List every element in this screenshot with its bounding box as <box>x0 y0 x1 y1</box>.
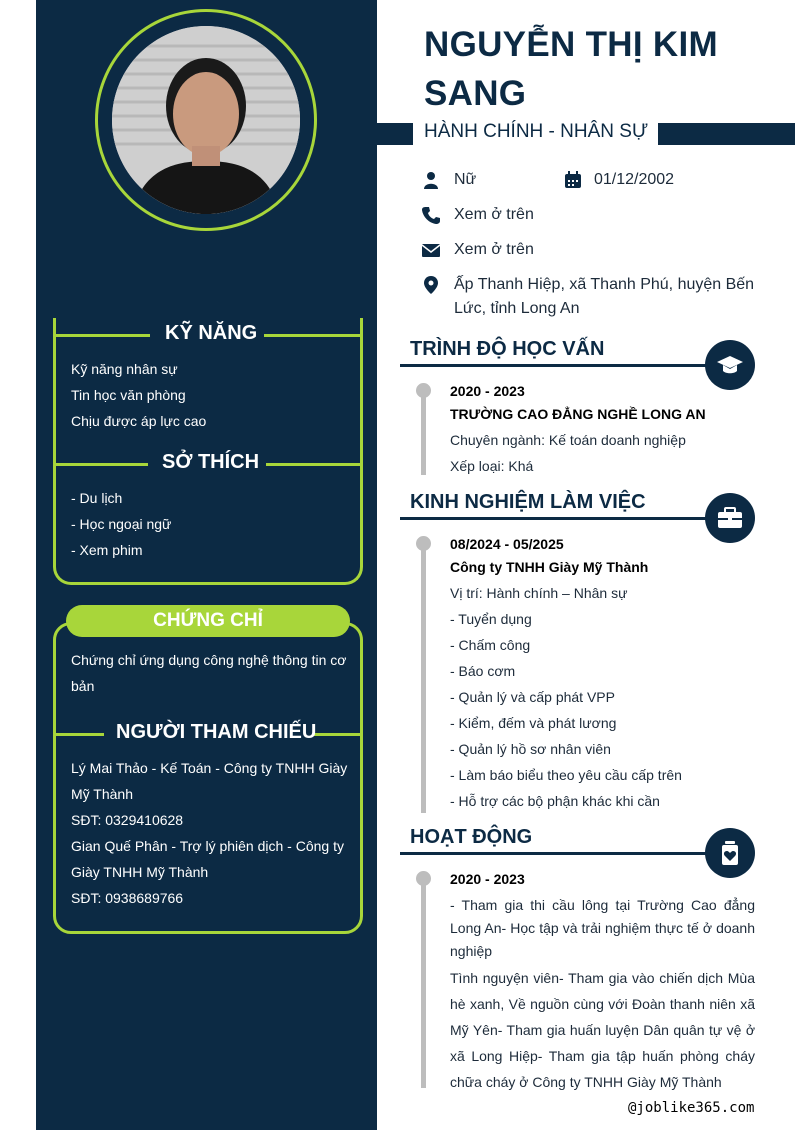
divider <box>266 463 360 466</box>
skills-title: KỸ NĂNG <box>153 322 263 345</box>
timeline-dot <box>416 871 431 886</box>
hobby-item: - Học ngoại ngữ <box>71 516 172 532</box>
school-name: TRƯỜNG CAO ĐẲNG NGHỀ LONG AN <box>450 406 706 422</box>
education-title: TRÌNH ĐỘ HỌC VẤN <box>410 338 605 360</box>
grade: Xếp loại: Khá <box>450 458 534 474</box>
activity-paragraph: - Tham gia thi cầu lông tại Trường Cao đẳng Long An- Học tập và trải nghiệm thực tế ở doanh nghiệp <box>450 897 755 959</box>
phone-icon <box>422 206 440 224</box>
calendar-icon <box>564 171 582 189</box>
skill-item: Chịu được áp lực cao <box>71 413 207 429</box>
hobbies-title: SỞ THÍCH <box>150 451 266 474</box>
address: Ấp Thanh Hiệp, xã Thanh Phú, huyện Bến Lức, tỉnh Long An <box>454 276 755 317</box>
education-period: 2020 - 2023 <box>450 383 525 399</box>
divider <box>53 334 150 337</box>
divider <box>313 733 360 736</box>
certificates-title: CHỨNG CHỈ <box>66 605 350 637</box>
experience-line: - Làm báo biểu theo yêu cầu cấp trên <box>450 767 682 783</box>
gender: Nữ <box>454 171 477 188</box>
reference-line: Lý Mai Thảo - Kế Toán - Công ty TNHH Giày <box>71 760 348 776</box>
timeline-bar <box>421 878 426 1088</box>
certificate-text: Chứng chỉ ứng dụng công nghệ thông tin cơ bản <box>71 652 347 694</box>
timeline-dot <box>416 536 431 551</box>
skill-item: Kỹ năng nhân sự <box>71 361 178 377</box>
experience-line: - Chấm công <box>450 637 531 653</box>
experience-title: KINH NGHIỆM LÀM VIỆC <box>410 491 646 513</box>
skills-list <box>71 356 206 434</box>
reference-line: Mỹ Thành <box>71 786 133 802</box>
activities-entry <box>450 866 755 1095</box>
divider <box>400 517 730 520</box>
briefcase-icon <box>705 493 755 543</box>
experience-line: - Hỗ trợ các bộ phận khác khi cần <box>450 793 660 809</box>
divider <box>56 463 148 466</box>
divider <box>264 334 363 337</box>
birthdate: 01/12/2002 <box>594 171 675 188</box>
graduation-cap-icon <box>705 340 755 390</box>
reference-line: SĐT: 0329410628 <box>71 812 184 828</box>
major: Chuyên ngành: Kế toán doanh nghiệp <box>450 432 686 448</box>
divider <box>400 364 730 367</box>
experience-line: - Quản lý hồ sơ nhân viên <box>450 741 611 757</box>
experience-line: - Kiểm, đếm và phát lương <box>450 715 617 731</box>
divider <box>400 852 730 855</box>
timeline-bar <box>421 390 426 475</box>
education-entry <box>450 378 706 479</box>
reference-line: Gian Quế Phân - Trợ lý phiên dịch - Công ty <box>71 838 344 854</box>
activities-title: HOẠT ĐỘNG <box>410 826 533 848</box>
email-icon <box>422 241 440 259</box>
activities-period: 2020 - 2023 <box>450 871 525 887</box>
experience-line: - Quản lý và cấp phát VPP <box>450 689 615 705</box>
references-title: NGƯỜI THAM CHIẾU <box>104 721 313 744</box>
experience-line: Vị trí: Hành chính – Nhân sự <box>450 585 628 601</box>
experience-entry <box>450 531 682 814</box>
experience-line: - Tuyển dụng <box>450 611 532 627</box>
location-icon <box>422 276 440 294</box>
divider <box>56 733 104 736</box>
reference-line: Giày TNHH Mỹ Thành <box>71 864 209 880</box>
timeline-bar <box>421 543 426 813</box>
role-bar <box>377 123 413 145</box>
hobbies-list <box>71 485 171 563</box>
hobby-item: - Xem phim <box>71 542 143 558</box>
email: Xem ở trên <box>454 241 534 258</box>
person-icon <box>422 171 440 189</box>
skill-item: Tin học văn phòng <box>71 387 186 403</box>
references-list <box>71 755 347 911</box>
hobby-item: - Du lịch <box>71 490 123 506</box>
avatar <box>112 26 300 214</box>
phone: Xem ở trên <box>454 206 534 223</box>
footer-watermark: @joblike365.com <box>628 1100 755 1116</box>
role-bar <box>658 123 795 145</box>
experience-period: 08/2024 - 05/2025 <box>450 536 564 552</box>
candidate-name: NGUYỄN THỊ KIM SANG <box>424 25 718 113</box>
reference-line: SĐT: 0938689766 <box>71 890 184 906</box>
timeline-dot <box>416 383 431 398</box>
activity-paragraph: Tình nguyện viên- Tham gia vào chiến dịch Mùa hè xanh, Về nguồn cùng với Đoàn thanh niên xã Mỹ Yên- Tham gia huấn luyện Dân quân tự vệ ở xã Long Hiệp- Tham gia tập huấn phòng cháy chữa cháy ở Công ty TNHH Giày Mỹ Thành <box>450 970 755 1090</box>
job-title: HÀNH CHÍNH - NHÂN SỰ <box>424 121 649 142</box>
company-name: Công ty TNHH Giày Mỹ Thành <box>450 559 649 575</box>
experience-line: - Báo cơm <box>450 663 516 679</box>
